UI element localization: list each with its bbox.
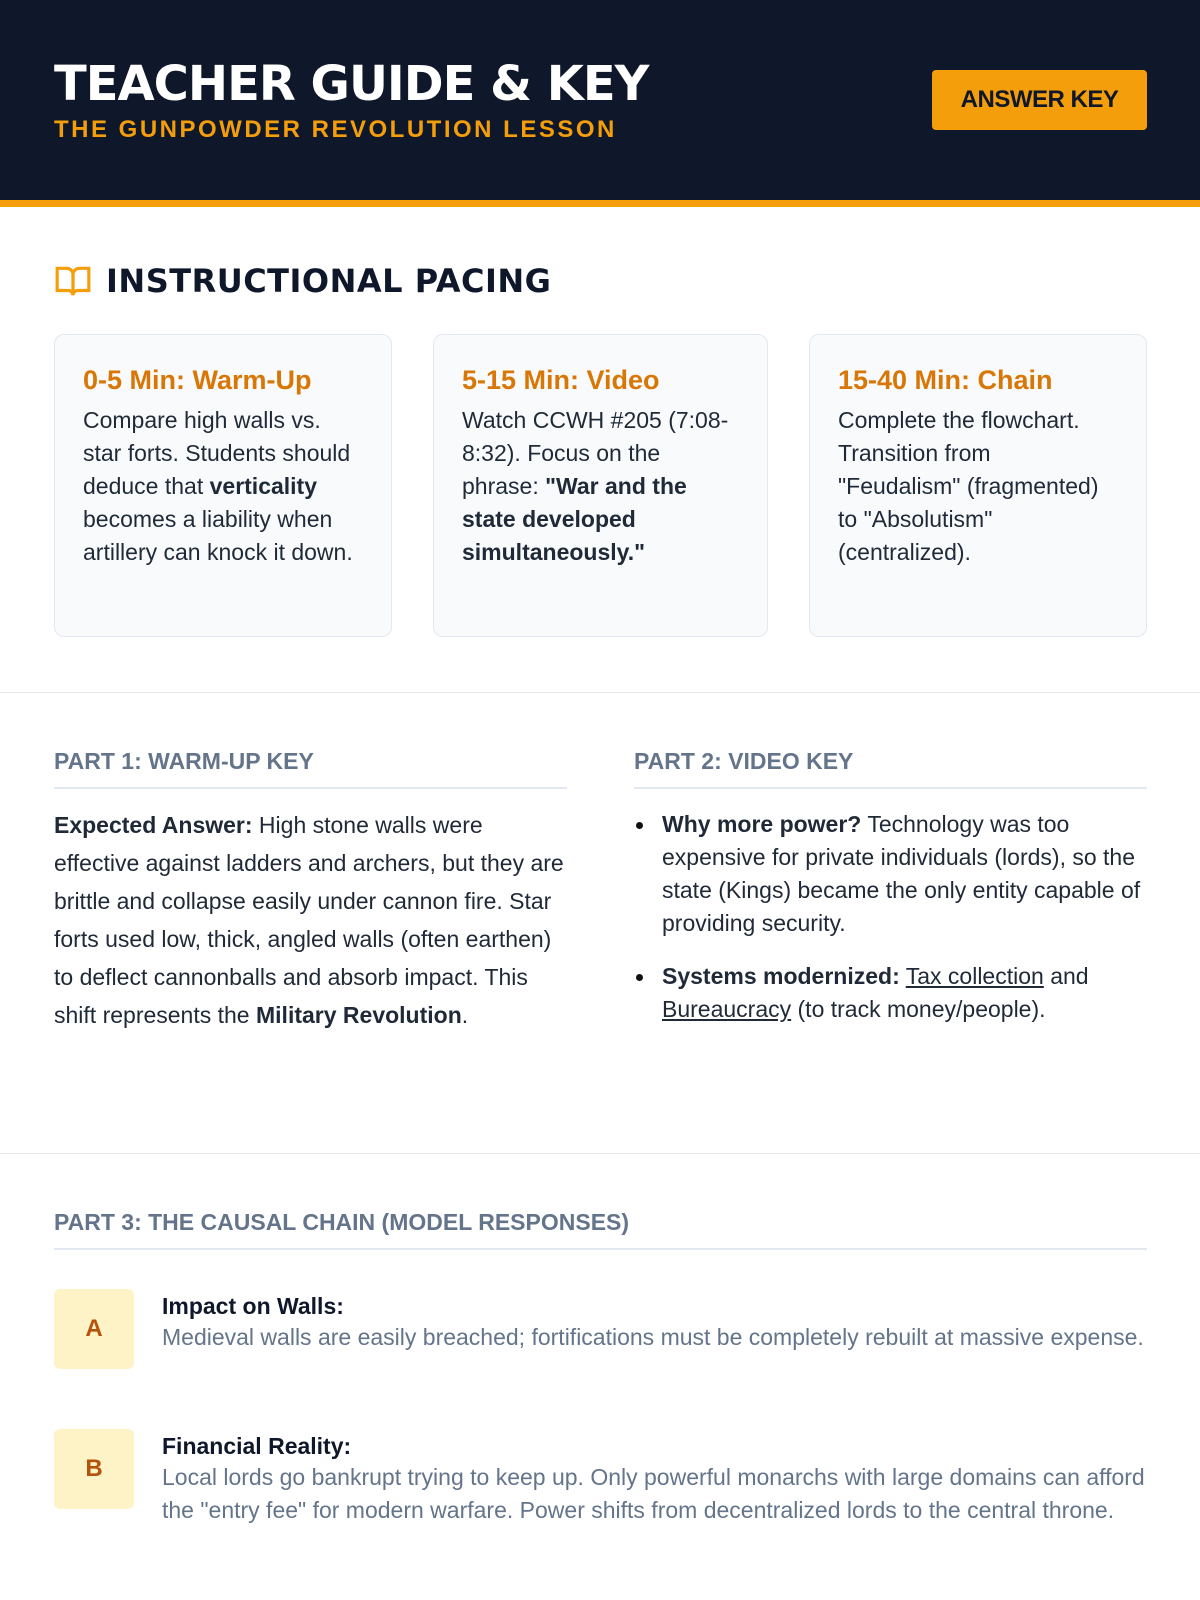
card-title: 15-40 Min: Chain [838, 365, 1053, 395]
list-item: Why more power? Technology was too expensive for private individuals (lords), so the state (Kings) became the only entity capable of providing security. [634, 808, 1147, 940]
pacing-card-chain [809, 334, 1147, 637]
part3-heading: PART 3: THE CAUSAL CHAIN (MODEL RESPONSES) [54, 1209, 1147, 1250]
answer-key-button[interactable]: ANSWER KEY [932, 70, 1147, 130]
pacing-title: INSTRUCTIONAL PACING [106, 262, 552, 300]
chain-item-a [54, 1289, 1147, 1369]
chain-letter-badge: A [54, 1289, 134, 1369]
pacing-card-video [433, 334, 768, 637]
chain-item-text: Local lords go bankrupt trying to keep up. Only powerful monarchs with large domains can afford the "entry fee" for modern warfare. Power shifts from decentralized lords to the central throne. [162, 1464, 1145, 1523]
card-title: 5-15 Min: Video [462, 365, 660, 395]
book-open-icon [54, 262, 92, 300]
pacing-card-warmup [54, 334, 392, 637]
pacing-heading [54, 262, 551, 300]
page-subtitle: THE GUNPOWDER REVOLUTION LESSON [54, 116, 617, 143]
divider [0, 1153, 1200, 1154]
chain-item-b [54, 1429, 1147, 1527]
chain-item-title: Financial Reality: [162, 1433, 352, 1459]
part1-heading: PART 1: WARM-UP KEY [54, 748, 567, 789]
card-text: Compare high walls vs. star forts. Students should deduce that verticality becomes a liability when artillery can knock it down. [83, 407, 353, 565]
chain-item-text: Medieval walls are easily breached; fortifications must be completely rebuilt at massive expense. [162, 1324, 1144, 1350]
part2-list [634, 808, 1147, 1046]
page-title: TEACHER GUIDE & KEY [54, 56, 649, 112]
part1-answer: Expected Answer: High stone walls were effective against ladders and archers, but they are brittle and collapse easily under cannon fire. Star forts used low, thick, angled walls (often earthen) to deflect cannonballs and absorb impact. This shift represents the Military Revolution. [54, 812, 564, 1028]
list-item: Systems modernized: Tax collection and Bureaucracy (to track money/people). [634, 960, 1147, 1026]
card-title: 0-5 Min: Warm-Up [83, 365, 312, 395]
card-text: Complete the flowchart. Transition from "Feudalism" (fragmented) to "Absolutism" (centralized). [838, 407, 1099, 565]
divider [0, 692, 1200, 693]
chain-letter-badge: B [54, 1429, 134, 1509]
page-header [0, 0, 1200, 207]
part2-heading: PART 2: VIDEO KEY [634, 748, 1147, 789]
card-text: Watch CCWH #205 (7:08-8:32). Focus on the phrase: "War and the state developed simultaneously." [462, 407, 729, 565]
chain-item-title: Impact on Walls: [162, 1293, 344, 1319]
